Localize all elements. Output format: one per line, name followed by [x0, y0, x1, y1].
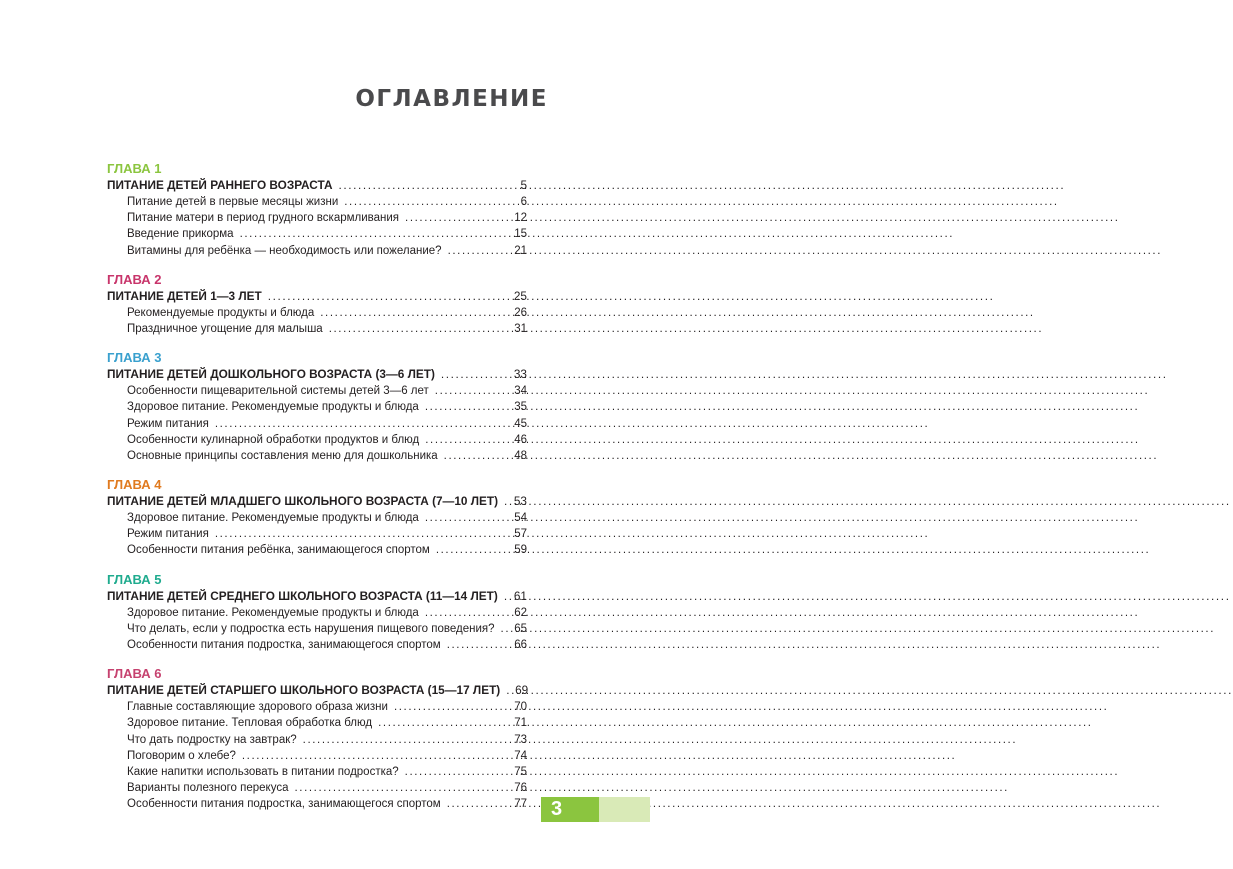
dot-leader: [504, 493, 511, 510]
section-title: Режим питания: [127, 528, 209, 541]
page-ref: 48: [514, 449, 527, 462]
section-title: Варианты полезного перекуса: [127, 782, 289, 795]
toc-entry[interactable]: [107, 399, 527, 415]
dot-leader: [444, 448, 511, 464]
dot-leader: [436, 542, 511, 558]
page-ref: 31: [514, 322, 527, 335]
toc-entry[interactable]: [107, 210, 527, 226]
dot-leader: [425, 510, 511, 526]
page-ref: 12: [514, 212, 527, 225]
dot-leader: [447, 637, 511, 653]
page-ref: 26: [514, 306, 527, 319]
section-title: Введение прикорма: [127, 228, 234, 241]
page-ref: 74: [514, 749, 527, 762]
page-ref: 77: [514, 798, 527, 811]
section-title: Здоровое питание. Тепловая обработка блюд: [127, 717, 373, 730]
toc-entry[interactable]: [107, 448, 527, 464]
section-title: Здоровое питание. Рекомендуемые продукты и блюда: [127, 401, 419, 414]
page-ref: 69: [515, 683, 529, 698]
dot-leader: [441, 366, 511, 383]
toc-entry[interactable]: [107, 305, 527, 321]
chapter-title: ПИТАНИЕ ДЕТЕЙ СРЕДНЕГО ШКОЛЬНОГО ВОЗРАСТА (11—14 ЛЕТ): [107, 588, 498, 603]
chapter-title: ПИТАНИЕ ДЕТЕЙ 1—3 ЛЕТ: [107, 288, 262, 303]
chapter-block: [107, 271, 527, 337]
dot-leader: [447, 796, 511, 812]
chapter-block: [107, 160, 527, 259]
page-ref: 45: [514, 417, 527, 430]
section-title: Витамины для ребёнка — необходимость или пожелание?: [127, 244, 442, 257]
page-ref: 61: [513, 588, 527, 603]
section-title: Поговорим о хлебе?: [127, 749, 236, 762]
page-ref: 35: [514, 401, 527, 414]
chapter-title: ПИТАНИЕ ДЕТЕЙ ДОШКОЛЬНОГО ВОЗРАСТА (3—6 ЛЕТ): [107, 367, 435, 382]
dot-leader: [329, 321, 511, 337]
page-ref: 5: [520, 178, 527, 192]
toc-entry[interactable]: [107, 526, 527, 542]
toc-entry[interactable]: [107, 510, 527, 526]
toc-entry[interactable]: [107, 780, 527, 796]
section-title: Рекомендуемые продукты и блюда: [127, 306, 315, 319]
dot-leader: [448, 243, 511, 259]
table-of-contents: [107, 160, 527, 825]
toc-entry[interactable]: [107, 542, 527, 558]
page-ref: 62: [514, 606, 527, 619]
section-title: Особенности кулинарной обработки продуктов и блюд: [127, 433, 420, 446]
dot-leader: [405, 210, 511, 226]
chapter-block: [107, 665, 527, 812]
section-title: Праздничное угощение для малыша: [127, 322, 323, 335]
dot-leader: [405, 764, 511, 780]
chapter-title-row[interactable]: [107, 682, 527, 699]
toc-entry[interactable]: [107, 383, 527, 399]
dot-leader: [240, 226, 511, 242]
toc-entry[interactable]: [107, 764, 527, 780]
section-title: Что дать подростку на завтрак?: [127, 733, 297, 746]
page-ref: 53: [513, 494, 527, 509]
chapter-title: ПИТАНИЕ ДЕТЕЙ СТАРШЕГО ШКОЛЬНОГО ВОЗРАСТА (15—17 ЛЕТ): [107, 683, 501, 698]
page-ref: 65: [514, 622, 527, 635]
dot-leader: [215, 416, 511, 432]
page-ref: 71: [514, 717, 527, 730]
toc-entry[interactable]: [107, 699, 527, 715]
page-ref: 66: [514, 639, 527, 651]
page-ref: 76: [514, 782, 527, 795]
page-ref: 73: [514, 733, 527, 746]
page-number: 3: [541, 797, 599, 822]
chapter-label: ГЛАВА 6: [107, 666, 162, 682]
section-title: Питание детей в первые месяцы жизни: [127, 196, 339, 208]
chapter-title-row[interactable]: [107, 588, 527, 605]
toc-entry[interactable]: [107, 732, 527, 748]
page-ref: 6: [520, 196, 527, 208]
page-ref: 54: [514, 512, 527, 525]
chapter-label: ГЛАВА 2: [107, 271, 162, 287]
dot-leader: [506, 682, 512, 699]
toc-entry[interactable]: [107, 194, 527, 210]
chapter-title: ПИТАНИЕ ДЕТЕЙ МЛАДШЕГО ШКОЛЬНОГО ВОЗРАСТА (7—10 ЛЕТ): [107, 494, 499, 509]
toc-entry[interactable]: [107, 226, 527, 242]
toc-entry[interactable]: [107, 621, 527, 637]
dot-leader: [303, 732, 511, 748]
chapter-block: [107, 349, 527, 464]
toc-entry[interactable]: [107, 796, 527, 812]
toc-entry[interactable]: [107, 637, 527, 653]
dot-leader: [378, 715, 511, 731]
page-ref: 15: [514, 228, 527, 241]
dot-leader: [320, 305, 511, 321]
dot-leader: [425, 399, 511, 415]
page-ref: 46: [514, 433, 527, 446]
section-title: Особенности питания ребёнка, занимающегося спортом: [127, 544, 430, 557]
dot-leader: [501, 621, 511, 637]
section-title: Особенности питания подростка, занимающегося спортом: [127, 798, 441, 811]
section-title: Здоровое питание. Рекомендуемые продукты и блюда: [127, 512, 419, 525]
page-title: ОГЛАВЛЕНИЕ: [355, 86, 548, 112]
page-number-strip: [599, 797, 650, 822]
chapter-label: ГЛАВА 5: [107, 571, 162, 587]
section-title: Особенности питания подростка, занимающегося спортом: [127, 639, 441, 651]
section-title: Какие напитки использовать в питании подростка?: [127, 765, 399, 778]
page-ref: 57: [514, 528, 527, 541]
toc-entry[interactable]: [107, 243, 527, 259]
section-title: Основные принципы составления меню для дошкольника: [127, 449, 438, 462]
dot-leader: [215, 526, 511, 542]
toc-entry[interactable]: [107, 321, 527, 337]
page-ref: 59: [514, 544, 527, 557]
page-ref: 33: [513, 367, 527, 382]
chapter-block: [107, 476, 527, 559]
chapter-title-row[interactable]: [107, 493, 527, 510]
toc-entry[interactable]: [107, 432, 527, 448]
page-ref: 25: [513, 288, 527, 303]
chapter-title: ПИТАНИЕ ДЕТЕЙ РАННЕГО ВОЗРАСТА: [107, 178, 333, 192]
dot-leader: [294, 780, 511, 796]
toc-entry[interactable]: [107, 416, 527, 432]
chapter-label: ГЛАВА 3: [107, 350, 162, 366]
dot-leader: [268, 288, 511, 305]
chapter-label: ГЛАВА 1: [107, 161, 162, 176]
dot-leader: [425, 432, 511, 448]
section-title: Здоровое питание. Рекомендуемые продукты и блюда: [127, 606, 419, 619]
chapter-title-row[interactable]: [107, 366, 527, 383]
page-ref: 75: [514, 765, 527, 778]
page-ref: 34: [514, 385, 527, 398]
toc-entry[interactable]: [107, 605, 527, 621]
chapter-label: ГЛАВА 4: [107, 477, 162, 493]
chapter-title-row[interactable]: [107, 177, 527, 194]
section-title: Режим питания: [127, 417, 209, 430]
page-ref: 21: [514, 244, 527, 257]
toc-entry[interactable]: [107, 748, 527, 764]
dot-leader: [435, 383, 511, 399]
chapter-title-row[interactable]: [107, 288, 527, 305]
section-title: Главные составляющие здорового образа жизни: [127, 701, 388, 714]
dot-leader: [344, 194, 511, 210]
section-title: Особенности пищеварительной системы детей 3—6 лет: [127, 385, 429, 398]
section-title: Питание матери в период грудного вскармливания: [127, 212, 400, 225]
page-ref: 70: [514, 701, 527, 714]
dot-leader: [425, 605, 511, 621]
section-title: Что делать, если у подростка есть нарушения пищевого поведения?: [127, 622, 495, 635]
dot-leader: [504, 588, 511, 605]
dot-leader: [242, 748, 511, 764]
chapter-block: [107, 571, 527, 654]
dot-leader: [339, 177, 512, 194]
dot-leader: [394, 699, 511, 715]
toc-entry[interactable]: [107, 715, 527, 731]
